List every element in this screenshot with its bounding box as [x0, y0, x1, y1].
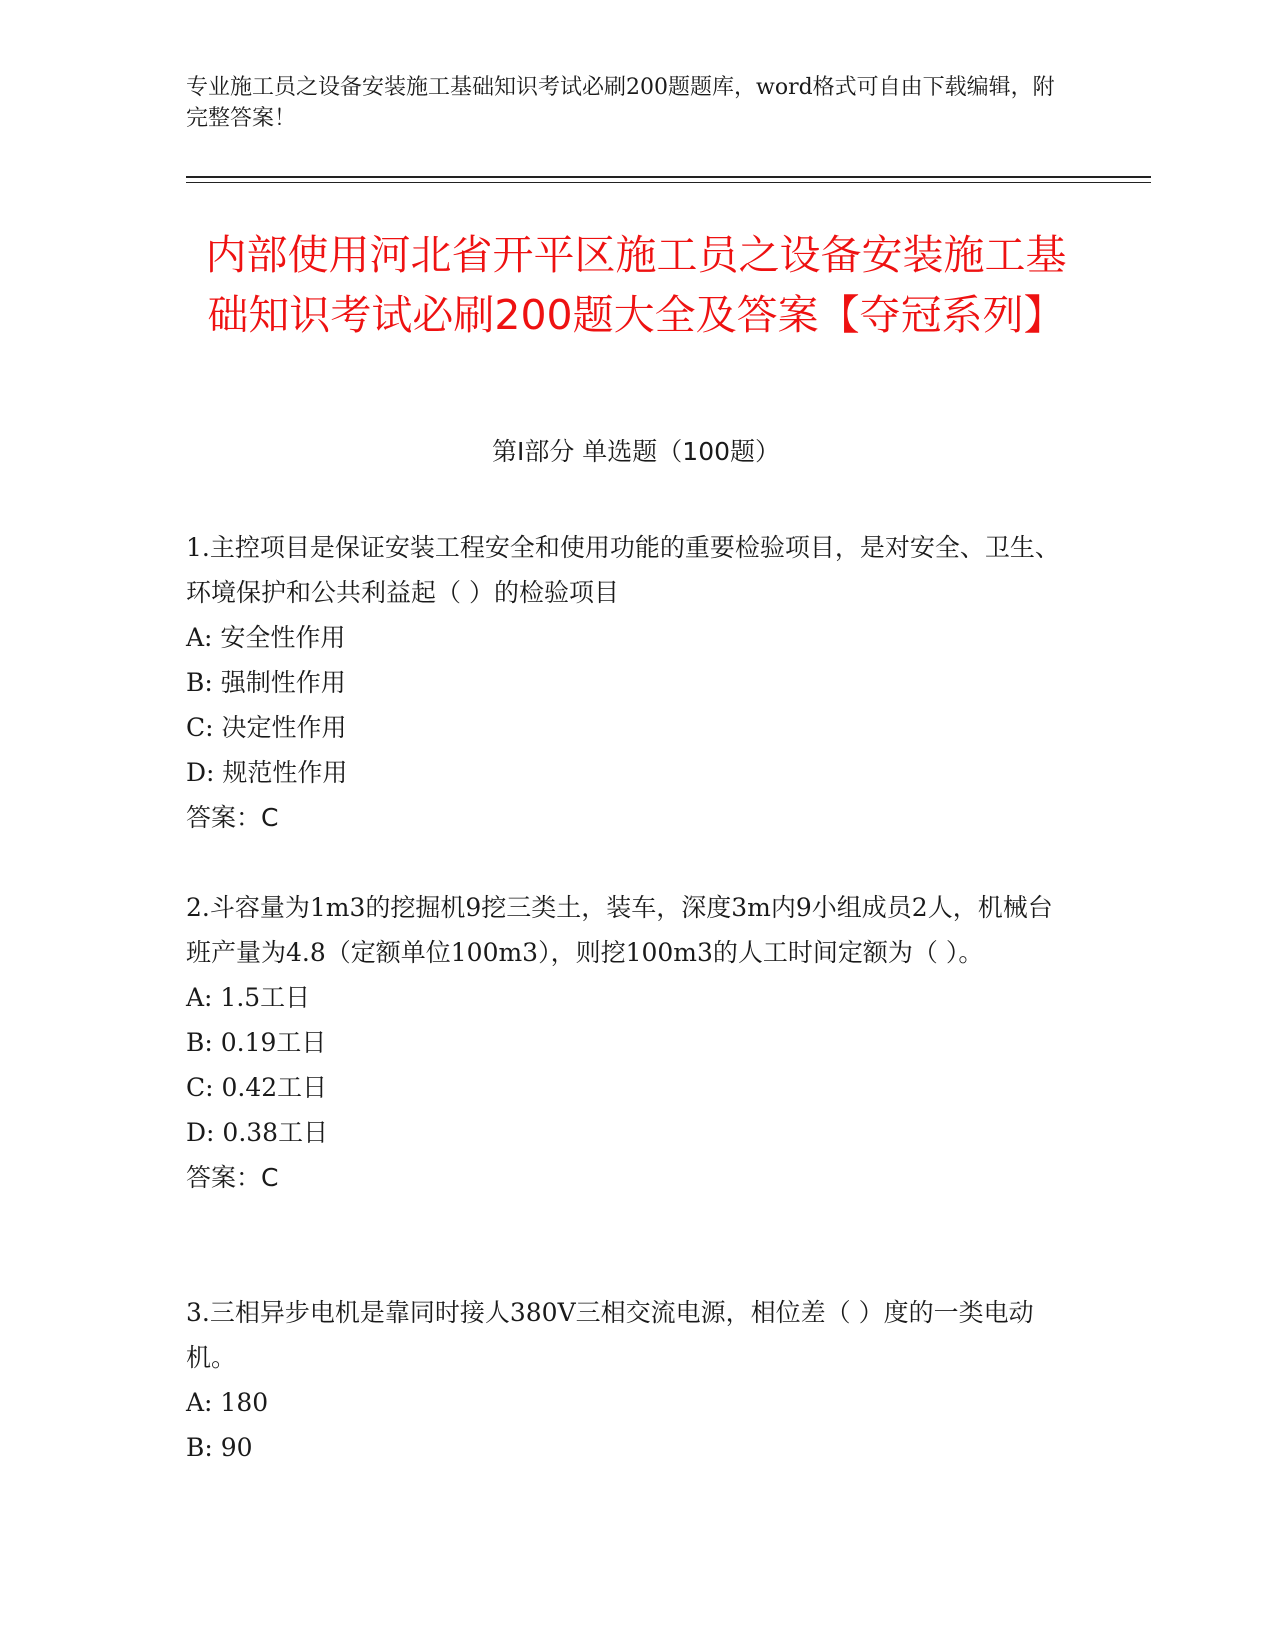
- question-item: [186, 525, 1066, 840]
- header-note: 专业施工员之设备安装施工基础知识考试必刷200题题库，word格式可自由下载编辑，附完整答案！: [186, 75, 1055, 131]
- option-a: A: 安全性作用: [186, 623, 346, 652]
- document-title: 内部使用河北省开平区施工员之设备安装施工基础知识考试必刷200题大全及答案【夺冠系列】: [205, 231, 1067, 339]
- option-c: C: 决定性作用: [186, 713, 347, 742]
- option-b: B: 强制性作用: [186, 668, 346, 697]
- question-item: [186, 885, 1066, 1200]
- section-heading: 第I部分 单选题（100题）: [491, 437, 781, 466]
- option-a: A: 1.5工日: [186, 983, 311, 1012]
- option-a: A: 180: [186, 1388, 269, 1417]
- header-divider: [186, 176, 1151, 178]
- option-b: B: 0.19工日: [186, 1028, 327, 1057]
- option-b: B: 90: [186, 1433, 253, 1462]
- header-divider-thin: [186, 182, 1151, 183]
- option-c: C: 0.42工日: [186, 1073, 328, 1102]
- answer-label: 答案：C: [186, 1163, 279, 1192]
- question-stem: 2.斗容量为1m3的挖掘机9挖三类土，装车，深度3m内9小组成员2人，机械台班产量为4.8（定额单位100m3），则挖100m3的人工时间定额为（ ）。: [186, 893, 1053, 967]
- answer-label: 答案：C: [186, 803, 279, 832]
- option-d: D: 0.38工日: [186, 1118, 329, 1147]
- option-d: D: 规范性作用: [186, 758, 348, 787]
- question-stem: 1.主控项目是保证安装工程安全和使用功能的重要检验项目，是对安全、卫生、环境保护和公共利益起（ ）的检验项目: [186, 533, 1060, 607]
- question-stem: 3.三相异步电机是靠同时接人380V三相交流电源，相位差（ ）度的一类电动机。: [186, 1298, 1034, 1372]
- question-item: [186, 1290, 1066, 1470]
